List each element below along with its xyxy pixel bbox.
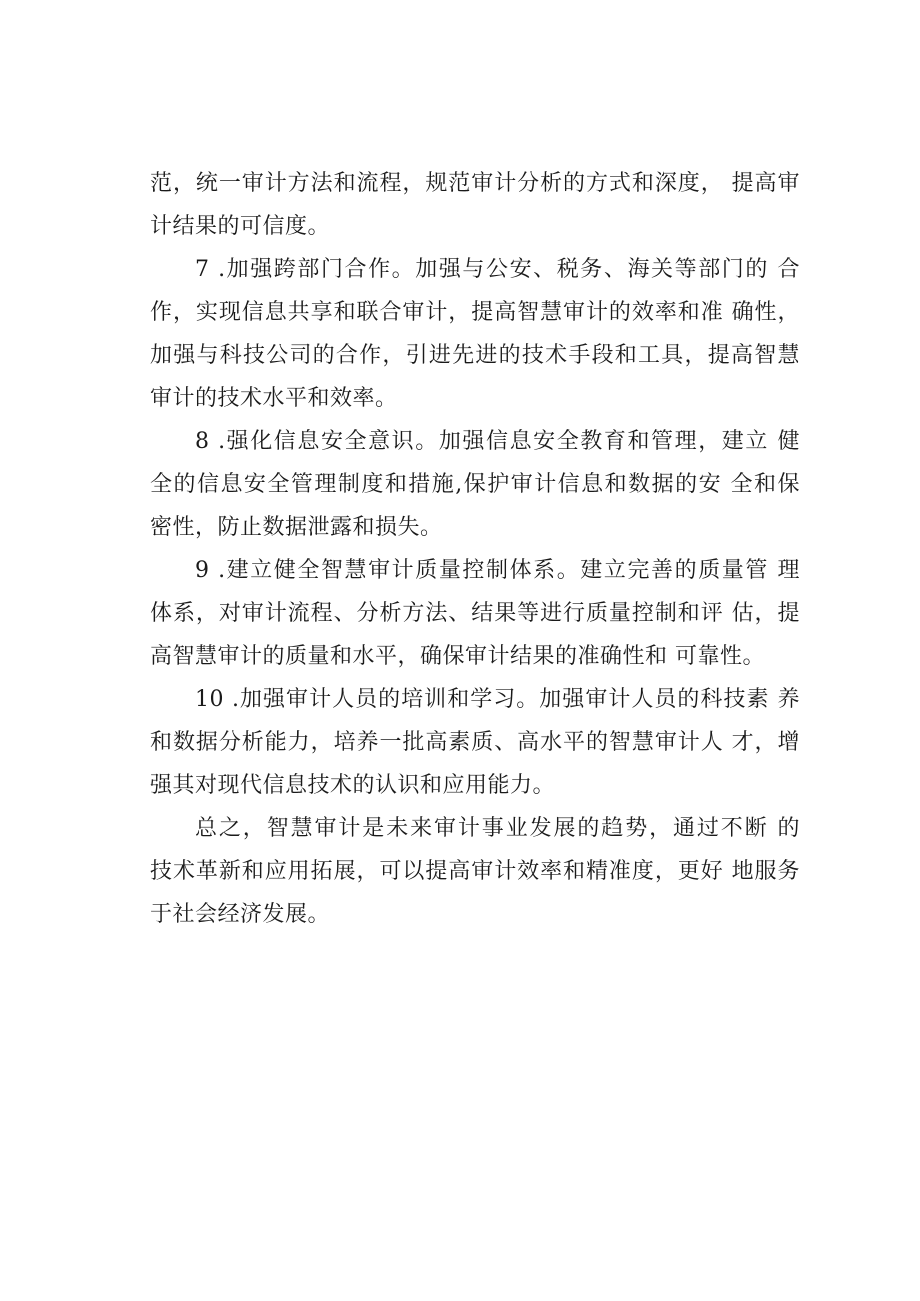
text-line: 审计的技术水平和效率。 <box>150 386 398 411</box>
paragraph-item-8 <box>150 420 800 549</box>
text-line: 和数据分析能力，培养一批高素质、高水平的智慧审计人 才，增 <box>150 730 800 755</box>
document-body <box>150 162 800 936</box>
text-line: 8 .强化信息安全意识。加强信息安全教育和管理，建立 健 <box>195 429 800 454</box>
text-line: 技术革新和应用拓展，可以提高审计效率和精准度，更好 地服务 <box>150 859 800 884</box>
paragraph-item-9 <box>150 549 800 678</box>
text-line: 加强与科技公司的合作，引进先进的技术手段和工具，提高智慧 <box>150 343 800 368</box>
text-line: 7 .加强跨部门合作。加强与公安、税务、海关等部门的 合 <box>195 257 800 282</box>
paragraph-item-10 <box>150 678 800 807</box>
text-line: 强其对现代信息技术的认识和应用能力。 <box>150 773 556 798</box>
paragraph-item-7 <box>150 248 800 420</box>
text-line: 范，统一审计方法和流程，规范审计分析的方式和深度， 提高审 <box>150 171 800 196</box>
text-line: 体系，对审计流程、分析方法、结果等进行质量控制和评 估，提 <box>150 601 800 626</box>
text-line: 作，实现信息共享和联合审计，提高智慧审计的效率和准 确性， <box>150 300 800 325</box>
text-line: 高智慧审计的质量和水平，确保审计结果的准确性和 可靠性。 <box>150 644 765 669</box>
text-line: 总之，智慧审计是未来审计事业发展的趋势，通过不断 的 <box>195 816 800 841</box>
text-line: 计结果的可信度。 <box>150 214 331 239</box>
paragraph-continuation <box>150 162 800 248</box>
text-line: 于社会经济发展。 <box>150 902 331 927</box>
text-line: 10 .加强审计人员的培训和学习。加强审计人员的科技素 养 <box>195 687 800 712</box>
text-line: 全的信息安全管理制度和措施,保护审计信息和数据的安 全和保 <box>150 472 800 497</box>
text-line: 密性，防止数据泄露和损失。 <box>150 515 443 540</box>
paragraph-summary <box>150 807 800 936</box>
text-line: 9 .建立健全智慧审计质量控制体系。建立完善的质量管 理 <box>195 558 800 583</box>
